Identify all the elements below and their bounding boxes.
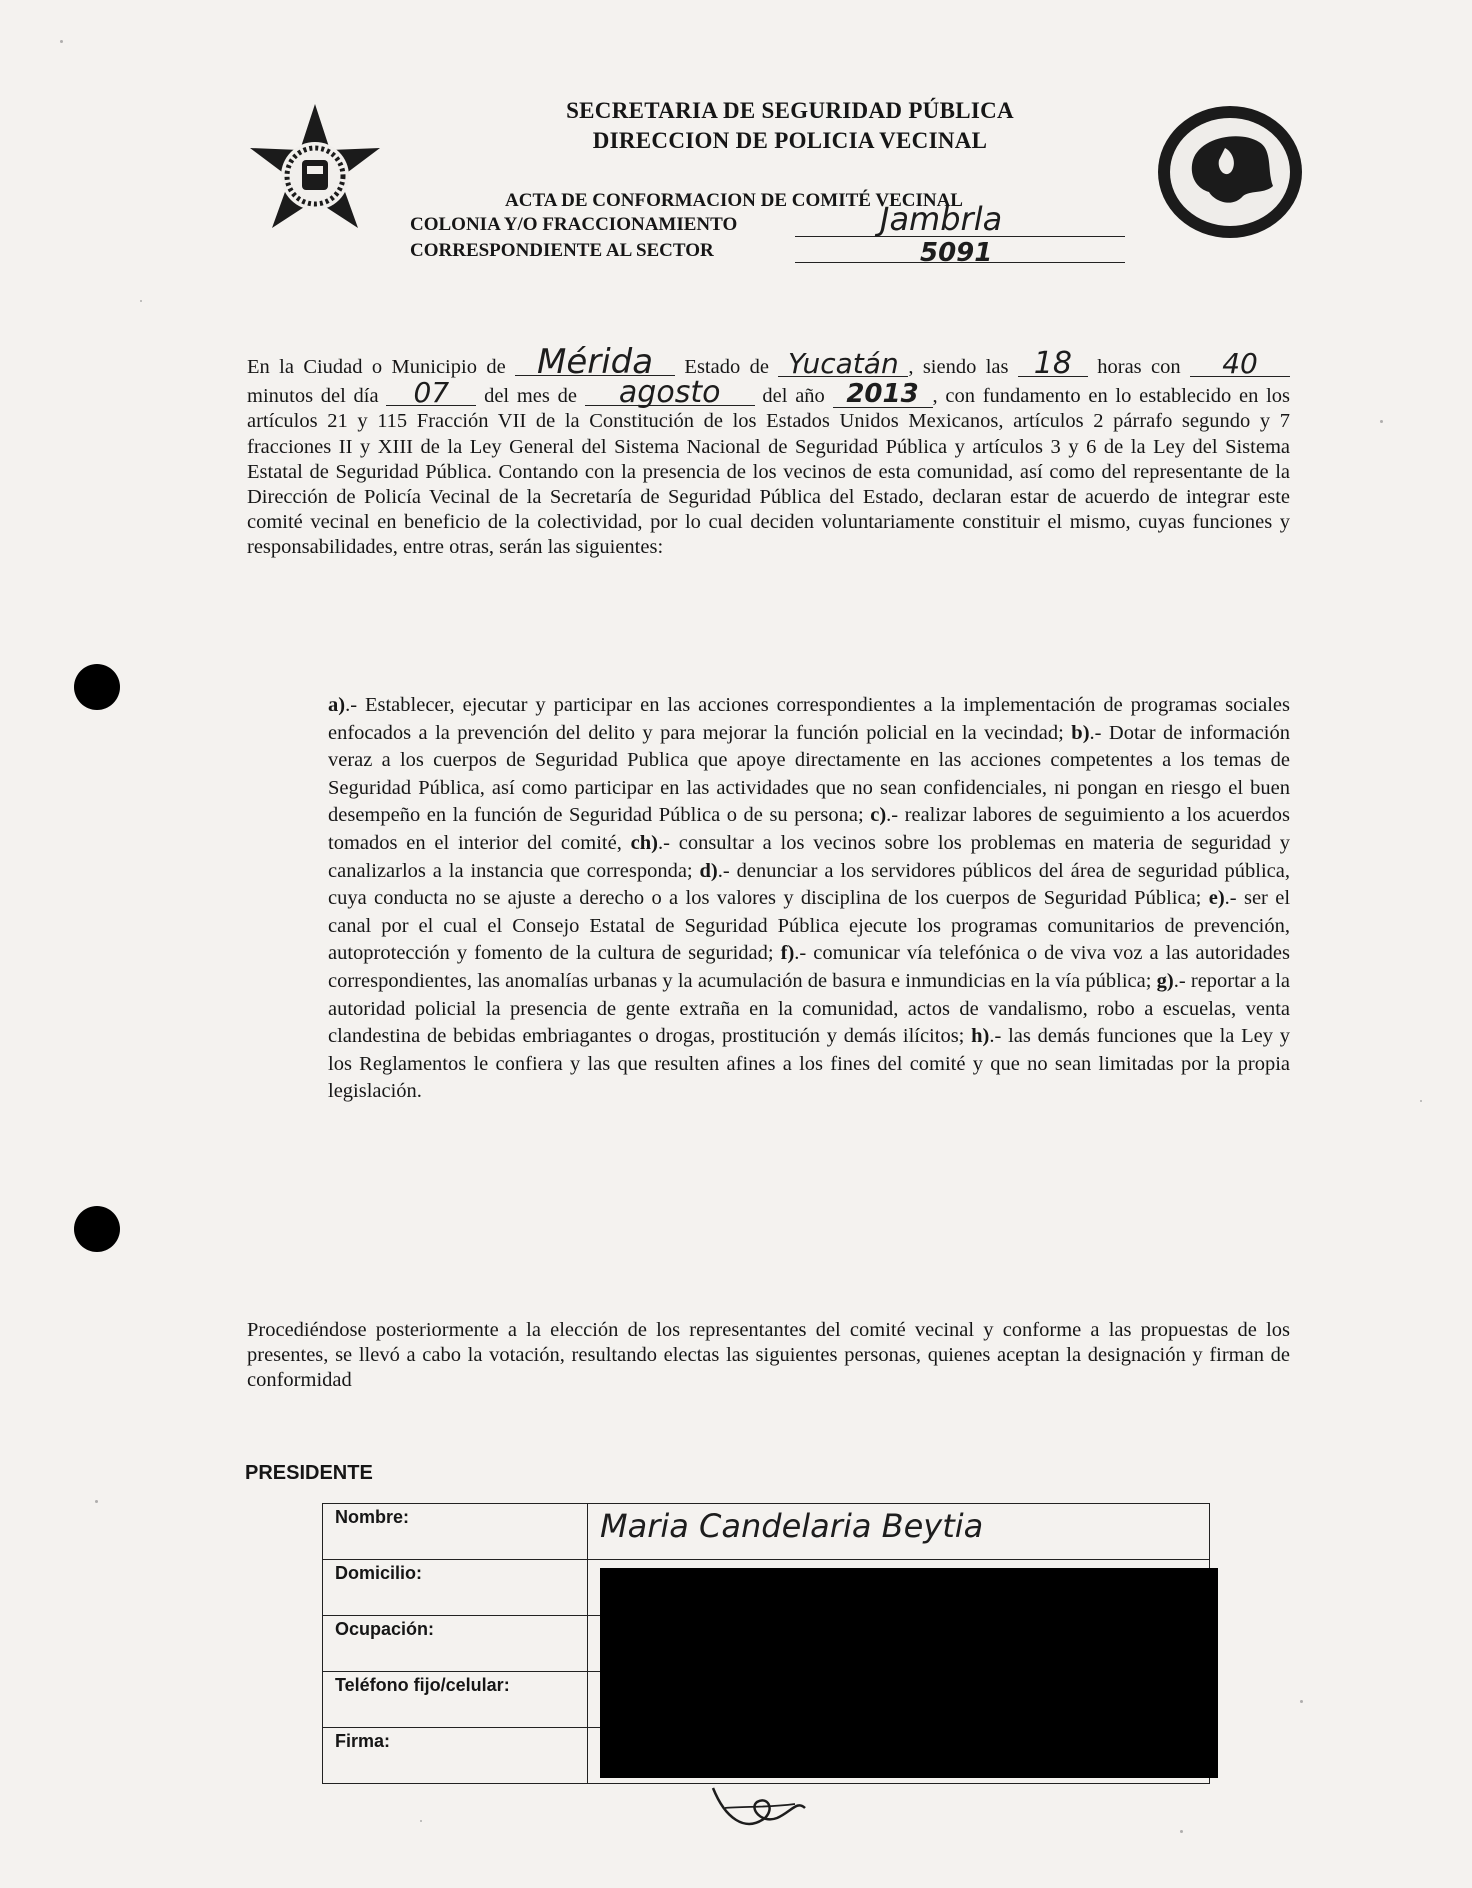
- intro-text-7: del año: [762, 385, 825, 408]
- nombre-value: Maria Candelaria Beytia: [600, 1507, 984, 1545]
- redaction-block: [600, 1568, 1218, 1778]
- intro-text-6: del mes de: [484, 385, 577, 408]
- function-c-text: .- realizar labores de seguimiento a los acuerdos tomados en el interior del comité,: [328, 804, 1290, 854]
- hora-value: 18: [1018, 351, 1088, 377]
- intro-text-8: , con fundamento en lo establecido en los artículos 21 y 115 Fracción VII de la Constitución de los Estados Unidos Mexicanos, artículos 2 párrafo segundo y 7 fracciones II y XIII de la Ley General del Sistema Nacional de Seguridad Pública y artículos 3 y 6 de la Ley del Sistema Estatal de Seguridad Pública. Contando con la presencia de los vecinos de esta comunidad, así como del representante de la Dirección de Policía Vecinal de la Secretaría de Seguridad Pública del Estado, declaran estar de acuerdo de integrar este comité vecinal en beneficio de la colectividad, por lo cual deciden voluntariamente constituir el mismo, cuyas funciones y responsabilidades, entre otras, serán las siguientes:: [247, 385, 1291, 559]
- intro-text-3: , siendo las: [908, 356, 1009, 378]
- header-title-line2: DIRECCION DE POLICIA VECINAL: [592, 128, 988, 153]
- ocupacion-label: Ocupación:: [323, 1616, 588, 1672]
- functions-paragraph: [328, 692, 1290, 1106]
- domicilio-label: Domicilio:: [323, 1560, 588, 1616]
- punch-hole: [74, 664, 120, 710]
- function-c-key: c): [870, 804, 887, 827]
- election-paragraph: Procediéndose posteriormente a la elección de los representantes del comité vecinal y conforme a las propuestas de los presentes, se llevó a cabo la votación, resultando electas las siguientes personas, quienes aceptan la designación y firman de conformidad: [247, 1319, 1290, 1392]
- function-g-key: g): [1156, 969, 1174, 992]
- president-section-label: PRESIDENTE: [245, 1462, 373, 1484]
- table-row: [323, 1504, 1210, 1560]
- scan-speck: [1180, 1830, 1183, 1833]
- function-ch-text: .- consultar a los vecinos sobre los problemas en materia de seguridad y canalizarlos a la instancia que corresponda;: [328, 831, 1291, 882]
- intro-paragraph: [247, 342, 1291, 561]
- colonia-value: Jambrla: [880, 200, 1003, 238]
- header-title-line1: SECRETARIA DE SEGURIDAD PÚBLICA: [566, 98, 1014, 123]
- function-a-text: .- Establecer, ejecutar y participar en las acciones correspondientes a la implementación de programas sociales enfocados a la prevención del delito y para mejorar la función policial en la vecindad;: [328, 694, 1290, 744]
- function-ch-key: ch): [630, 831, 658, 854]
- function-a-key: a): [328, 694, 346, 716]
- intro-text-4: horas con: [1097, 356, 1181, 378]
- scan-speck: [60, 40, 63, 43]
- intro-text-5: minutos del día: [247, 385, 379, 408]
- punch-hole: [74, 1206, 120, 1252]
- function-h-key: h): [971, 1025, 990, 1048]
- scan-speck: [420, 1820, 422, 1822]
- nombre-cell: [588, 1504, 1210, 1560]
- function-b-text: .- Dotar de información veraz a los cuerpos de Seguridad Publica que apoye directamente en las acciones competentes a los temas de Seguridad Pública, así como participar en las actividades que no sean confidenciales, ni pongan en riesgo el buen desempeño en la función de Seguridad Pública o de su persona;: [328, 721, 1290, 827]
- function-d-text: .- denunciar a los servidores públicos del área de seguridad pública, cuya conducta no se ajuste a derecho o a los valores y disciplina de los cuerpos de Seguridad Pública;: [328, 859, 1290, 910]
- function-f-key: f): [780, 942, 795, 965]
- telefono-label: Teléfono fijo/celular:: [323, 1672, 588, 1728]
- dia-value: 07: [386, 380, 476, 406]
- estado-value: Yucatán: [778, 351, 908, 377]
- intro-text-2: Estado de: [684, 356, 769, 378]
- police-star-badge-logo: [240, 100, 390, 250]
- function-d-key: d): [699, 859, 718, 882]
- vecinal-round-seal-logo: [1155, 102, 1305, 242]
- scan-speck: [95, 1500, 98, 1503]
- acta-title: ACTA DE CONFORMACION DE COMITÉ VECINAL: [505, 190, 963, 211]
- minutos-value: 40: [1190, 351, 1290, 377]
- function-h-text: .- las demás funciones que la Ley y los Reglamentos le confiera y las que resulten afines a los fines del comité y que no sean limitadas por la propia legislación.: [328, 1025, 1291, 1103]
- firma-label: Firma:: [323, 1728, 588, 1784]
- ciudad-value: Mérida: [515, 350, 675, 376]
- signature-scribble: [705, 1778, 815, 1838]
- scan-speck: [1380, 420, 1383, 423]
- sector-value: 5091: [920, 238, 993, 268]
- intro-text-1: En la Ciudad o Municipio de: [247, 356, 506, 378]
- mes-value: agosto: [585, 380, 755, 406]
- nombre-label: Nombre:: [323, 1504, 588, 1560]
- anio-value: 2013: [833, 382, 933, 408]
- function-e-key: e): [1208, 887, 1225, 910]
- sector-label: CORRESPONDIENTE AL SECTOR: [410, 240, 714, 261]
- scan-speck: [1420, 1100, 1422, 1102]
- scan-speck: [1300, 1700, 1303, 1703]
- function-b-key: b): [1071, 721, 1090, 744]
- function-e-text: .- ser el canal por el cual el Consejo Estatal de Seguridad Pública ejecute los programas comunitarios de prevención, autoprotección y fomento de la cultura de seguridad;: [328, 887, 1291, 965]
- scan-speck: [140, 300, 142, 302]
- function-f-text: .- comunicar vía telefónica o de viva voz a las autoridades correspondientes, las anomalías urbanas y la acumulación de basura e inmundicias en la vía pública;: [328, 942, 1290, 992]
- colonia-label: COLONIA Y/O FRACCIONAMIENTO: [410, 214, 738, 235]
- function-g-text: .- reportar a la autoridad policial la presencia de gente extraña en la comunidad, actos de vandalismo, robo a escuelas, venta clandestina de bebidas embriagantes o drogas, prostitución y demás ilícitos;: [328, 969, 1291, 1048]
